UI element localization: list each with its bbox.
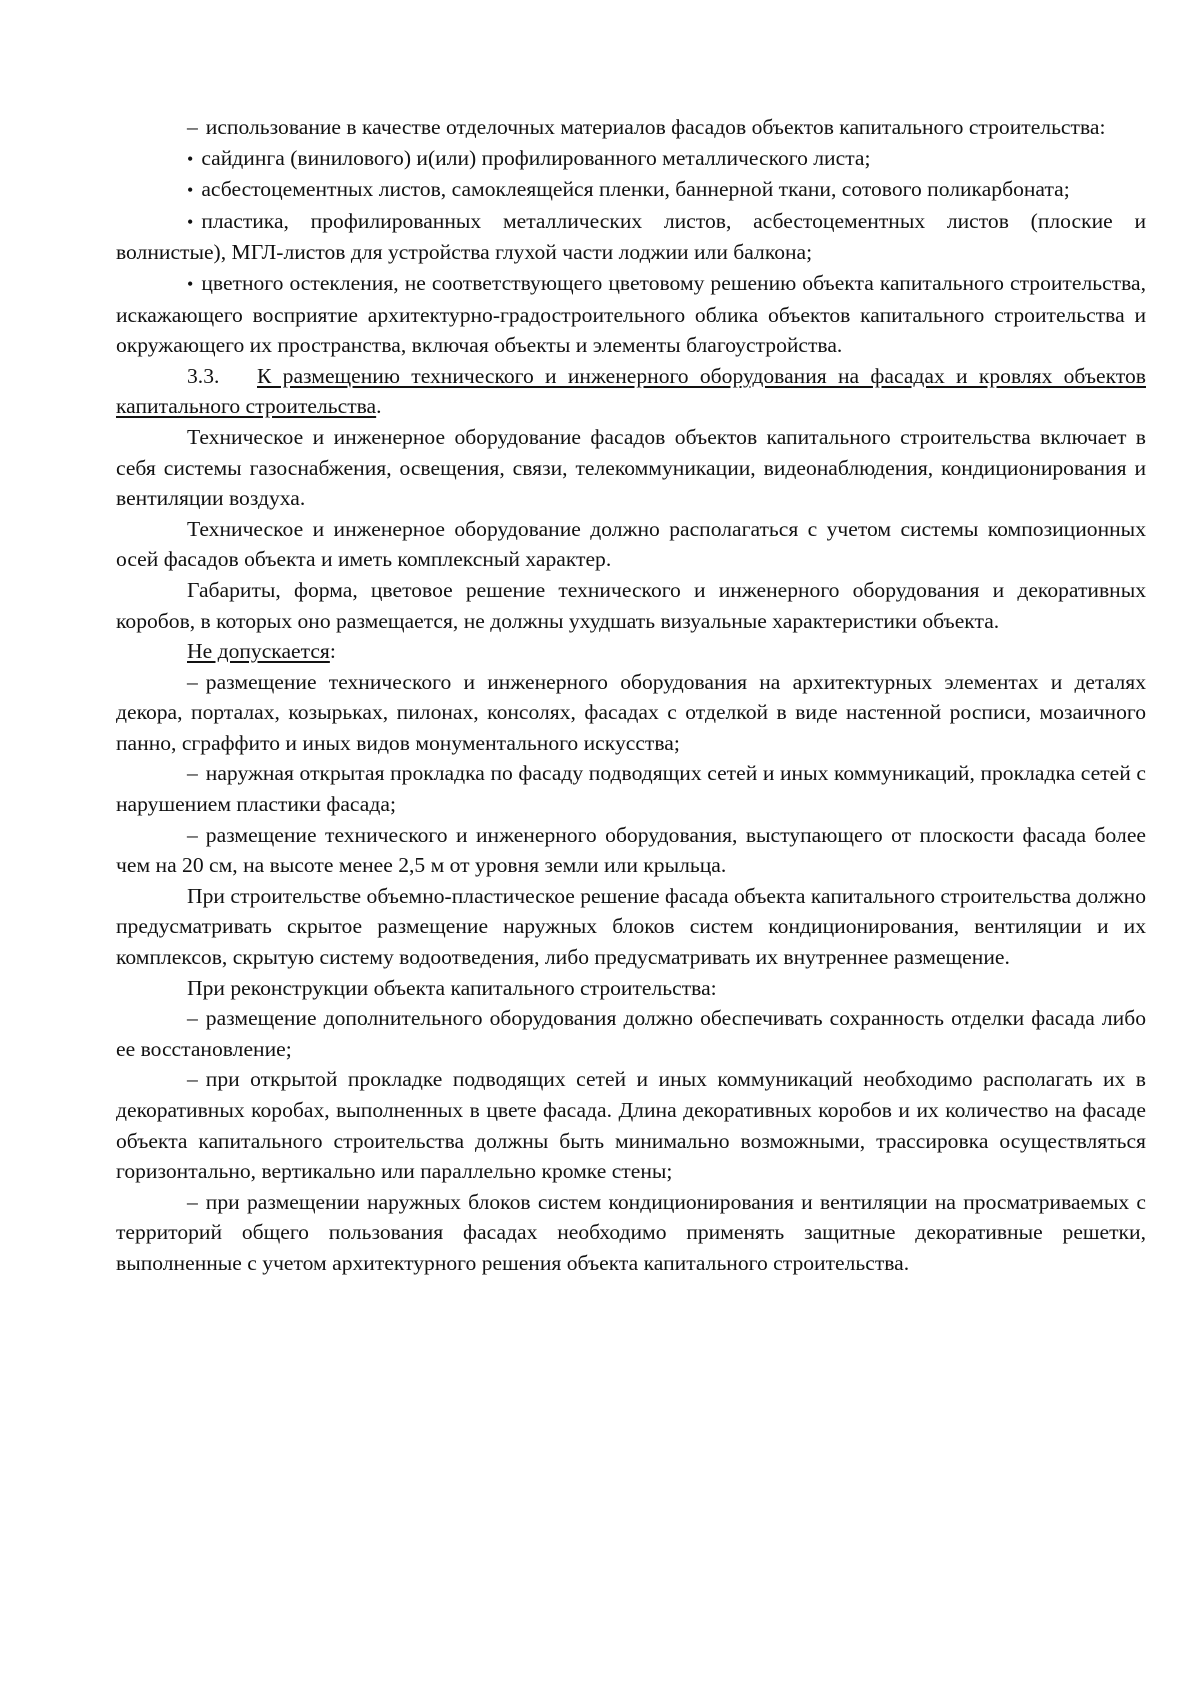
list-item-text: размещение технического и инженерного оборудования на архитектурных элементах и деталях декора, порталах, козырьках, пилонах, консолях, фасадах с отделкой в виде настенной росписи, мозаичного панно, сграффито и иных видов монументального искусства; [116,669,1146,755]
list-item-text: сайдинга (винилового) и(или) профилированного металлического листа; [201,145,871,170]
document-page [116,112,1146,1279]
paragraph: Техническое и инженерное оборудование фасадов объектов капитального строительства включает в себя системы газоснабжения, освещения, связи, телекоммуникации, видеонаблюдения, кондиционирования и вентиляции воздуха. [116,424,1146,511]
list-item-bullet [116,268,1146,361]
list-item-dash [116,820,1146,881]
list-item-text: размещение дополнительного оборудования должно обеспечивать сохранность отделки фасада либо ее восстановление; [116,1006,1146,1061]
list-item-text: цветного остекления, не соответствующего цветовому решению объекта капитального строительства, искажающего восприятие архитектурно-градостроительного облика объектов капитального строительства и окружающего их пространства, включая объекты и элементы благоустройства. [116,270,1146,358]
bullet-marker: • [187,180,194,201]
list-item-bullet [116,143,1146,175]
list-item-dash [116,1064,1146,1186]
list-item-text: пластика, профилированных металлических листов, асбестоцементных листов (плоские и волнистые), МГЛ-листов для устройства глухой части лоджии или балкона; [116,208,1146,265]
section-title-tail: . [376,394,382,419]
prohibition-label-tail: : [329,639,336,664]
list-item-text: использование в качестве отделочных материалов фасадов объектов капитального строительства: [205,115,1106,139]
dash-marker: – [187,1189,198,1214]
list-item-dash [116,112,1146,143]
list-item-bullet [116,174,1146,206]
paragraph: При строительстве объемно-пластическое решение фасада объекта капитального строительства должно предусматривать скрытое размещение наружных блоков систем кондиционирования, вентиляции и их комплексов, скрытую систему водоотведения, либо предусматривать их внутреннее размещение. [116,883,1146,970]
prohibition-label-text: Не допускается [187,639,330,664]
list-item-text: асбестоцементных листов, самоклеящейся пленки, баннерной ткани, сотового поликарбоната; [201,177,1070,202]
dash-marker: – [187,1067,198,1092]
dash-marker: – [187,761,198,786]
list-item-dash [116,1003,1146,1064]
dash-marker: – [187,115,198,139]
prohibition-label [116,636,1146,667]
paragraph: При реконструкции объекта капитального строительства: [187,975,717,1000]
section-title: К размещению технического и инженерного оборудования на фасадах и кровлях объектов капитального строительства [116,363,1146,419]
list-item-text: при размещении наружных блоков систем кондиционирования и вентиляции на просматриваемых с территорий общего пользования фасадах необходимо применять защитные декоративные решетки, выполненные с учетом архитектурного решения объекта капитального строительства. [116,1189,1146,1275]
list-item-text: при открытой прокладке подводящих сетей и иных коммуникаций необходимо располагать их в декоративных коробах, выполненных в цвете фасада. Длина декоративных коробов и их количество на фасаде объекта капитального строительства должны быть минимально возможными, трассировка осуществляться горизонтально, вертикально или параллельно кромке стены; [116,1067,1146,1184]
list-item-dash [116,758,1146,819]
section-heading [116,361,1146,422]
dash-marker: – [187,669,198,694]
list-item-dash [116,1187,1146,1279]
bullet-marker: • [187,211,194,232]
dash-marker: – [187,822,198,847]
bullet-marker: • [187,148,194,169]
dash-marker: – [187,1006,198,1031]
paragraph: Габариты, форма, цветовое решение технического и инженерного оборудования и декоративных коробов, в которых оно размещается, не должны ухудшать визуальные характеристики объекта. [116,577,1146,633]
section-number: 3.3. [187,363,220,388]
list-item-dash [116,667,1146,759]
bullet-marker: • [187,273,194,294]
list-item-bullet [116,206,1146,268]
paragraph: Техническое и инженерное оборудование должно располагаться с учетом системы композиционных осей фасадов объекта и иметь комплексный характер. [116,516,1146,572]
list-item-text: наружная открытая прокладка по фасаду подводящих сетей и иных коммуникаций, прокладка сетей с нарушением пластики фасада; [116,761,1146,817]
list-item-text: размещение технического и инженерного оборудования, выступающего от плоскости фасада более чем на 20 см, на высоте менее 2,5 м от уровня земли или крыльца. [116,822,1146,878]
